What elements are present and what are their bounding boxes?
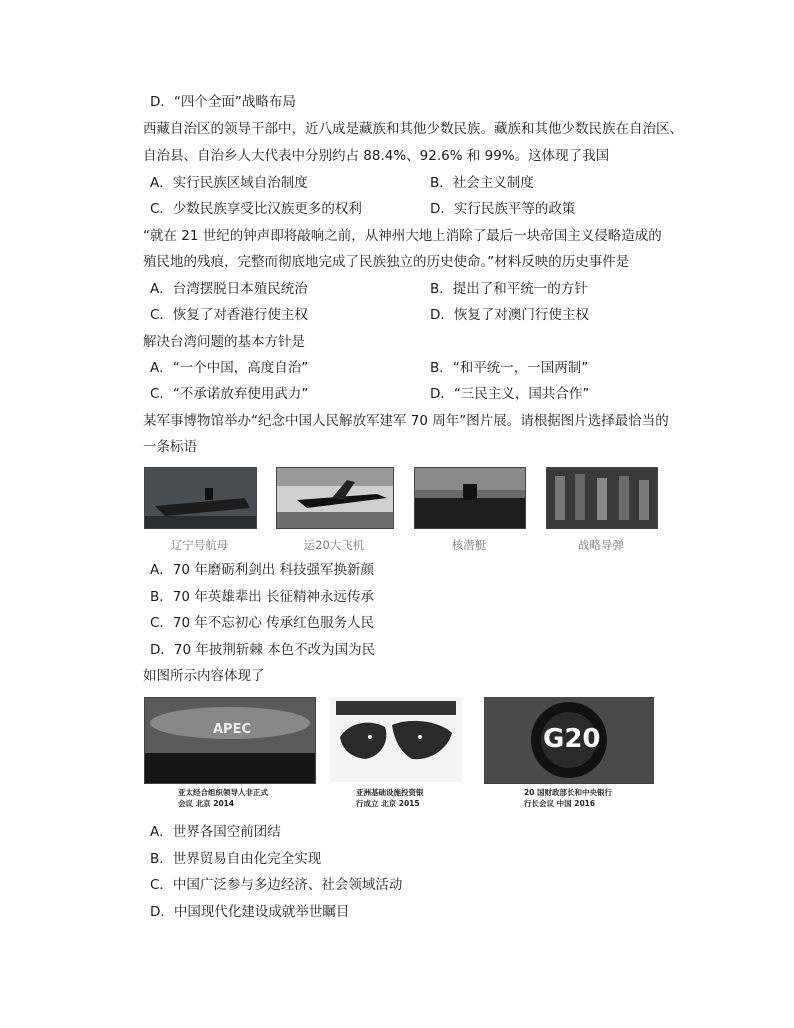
- apec-photo: [144, 697, 316, 784]
- caption-aircraft: 运20大飞机: [303, 538, 365, 552]
- q1-option-d: D．实行民族平等的政策: [430, 201, 576, 217]
- q4-stem-line-1: 某军事博物馆举办“纪念中国人民解放军建军 70 周年”图片展。请根据图片选择最恰当的: [143, 413, 669, 429]
- submarine-photo: [414, 467, 526, 529]
- apec-caption-line-1: 亚太经合组织领导人非正式: [178, 788, 268, 797]
- q4-option-a: A．70 年磨砺利剑出 科技强军换新颜: [150, 562, 374, 578]
- q5-option-b: B．世界贸易自由化完全实现: [150, 851, 322, 867]
- apec-caption-line-2: 会议 北京 2014: [178, 799, 235, 808]
- q4-stem-line-2: 一条标语: [143, 439, 197, 455]
- aiib-caption-line-2: 行成立 北京 2015: [356, 799, 420, 808]
- q5-option-d: D．中国现代化建设成就举世瞩目: [150, 904, 350, 920]
- q4-option-c: C．70 年不忘初心 传承红色服务人民: [150, 615, 375, 631]
- q5-option-c: C．中国广泛参与多边经济、社会领域活动: [150, 877, 403, 893]
- q2-option-a: A．台湾摆脱日本殖民统治: [150, 281, 308, 297]
- caption-submarine: 核潜艇: [451, 538, 487, 552]
- q5-option-a: A．世界各国空前团结: [150, 824, 281, 840]
- caption-carrier: 辽宁号航母: [170, 538, 229, 552]
- g20-caption-line-1: 20 国财政部长和中央银行: [524, 788, 613, 797]
- q2-option-b: B．提出了和平统一的方针: [430, 281, 588, 297]
- q3-option-c: C．“不承诺放弃使用武力”: [150, 386, 309, 402]
- q1-option-c: C．少数民族享受比汉族更多的权利: [150, 201, 362, 217]
- q3-stem: 解决台湾问题的基本方针是: [143, 334, 305, 350]
- q3-option-a: A．“一个中国，高度自治”: [150, 360, 309, 376]
- g20-photo: [484, 697, 654, 784]
- caption-missile: 战略导弹: [578, 538, 624, 552]
- aiib-photo: [330, 697, 462, 782]
- q1-option-a: A．实行民族区域自治制度: [150, 175, 308, 191]
- transport-aircraft-photo: [276, 467, 394, 529]
- missile-photo: [546, 467, 658, 529]
- g20-logo-text: G20: [543, 724, 601, 754]
- q4-option-b: B．70 年英雄辈出 长征精神永远传承: [150, 589, 375, 605]
- q3-option-b: B．“和平统一，一国两制”: [430, 360, 589, 376]
- q1-option-b: B．社会主义制度: [430, 175, 534, 191]
- g20-caption-line-2: 行长会议 中国 2016: [524, 799, 596, 808]
- aiib-caption-line-1: 亚洲基础设施投资银: [356, 788, 424, 797]
- aircraft-carrier-photo: [144, 467, 257, 529]
- q4-option-d: D．70 年披荆斩棘 本色不改为国为民: [150, 642, 376, 658]
- apec-logo-text: APEC: [213, 722, 252, 737]
- q2-stem-line-2: 殖民地的残痕，完整而彻底地完成了民族独立的历史使命。”材料反映的历史事件是: [143, 254, 630, 270]
- prev-option-d: D．“四个全面”战略布局: [150, 94, 296, 110]
- q2-option-c: C．恢复了对香港行使主权: [150, 307, 308, 323]
- q2-stem-line-1: “就在 21 世纪的钟声即将敲响之前，从神州大地上消除了最后一块帝国主义侵略造成的: [143, 228, 662, 244]
- q2-option-d: D．恢复了对澳门行使主权: [430, 307, 589, 323]
- q1-stem-line-1: 西藏自治区的领导干部中，近八成是藏族和其他少数民族。藏族和其他少数民族在自治区、: [143, 121, 683, 137]
- q5-stem: 如图所示内容体现了: [143, 668, 265, 684]
- q1-stem-line-2: 自治县、自治乡人大代表中分别约占 88.4%、92.6% 和 99%。这体现了我国: [143, 148, 610, 164]
- q3-option-d: D．“三民主义，国共合作”: [430, 386, 590, 402]
